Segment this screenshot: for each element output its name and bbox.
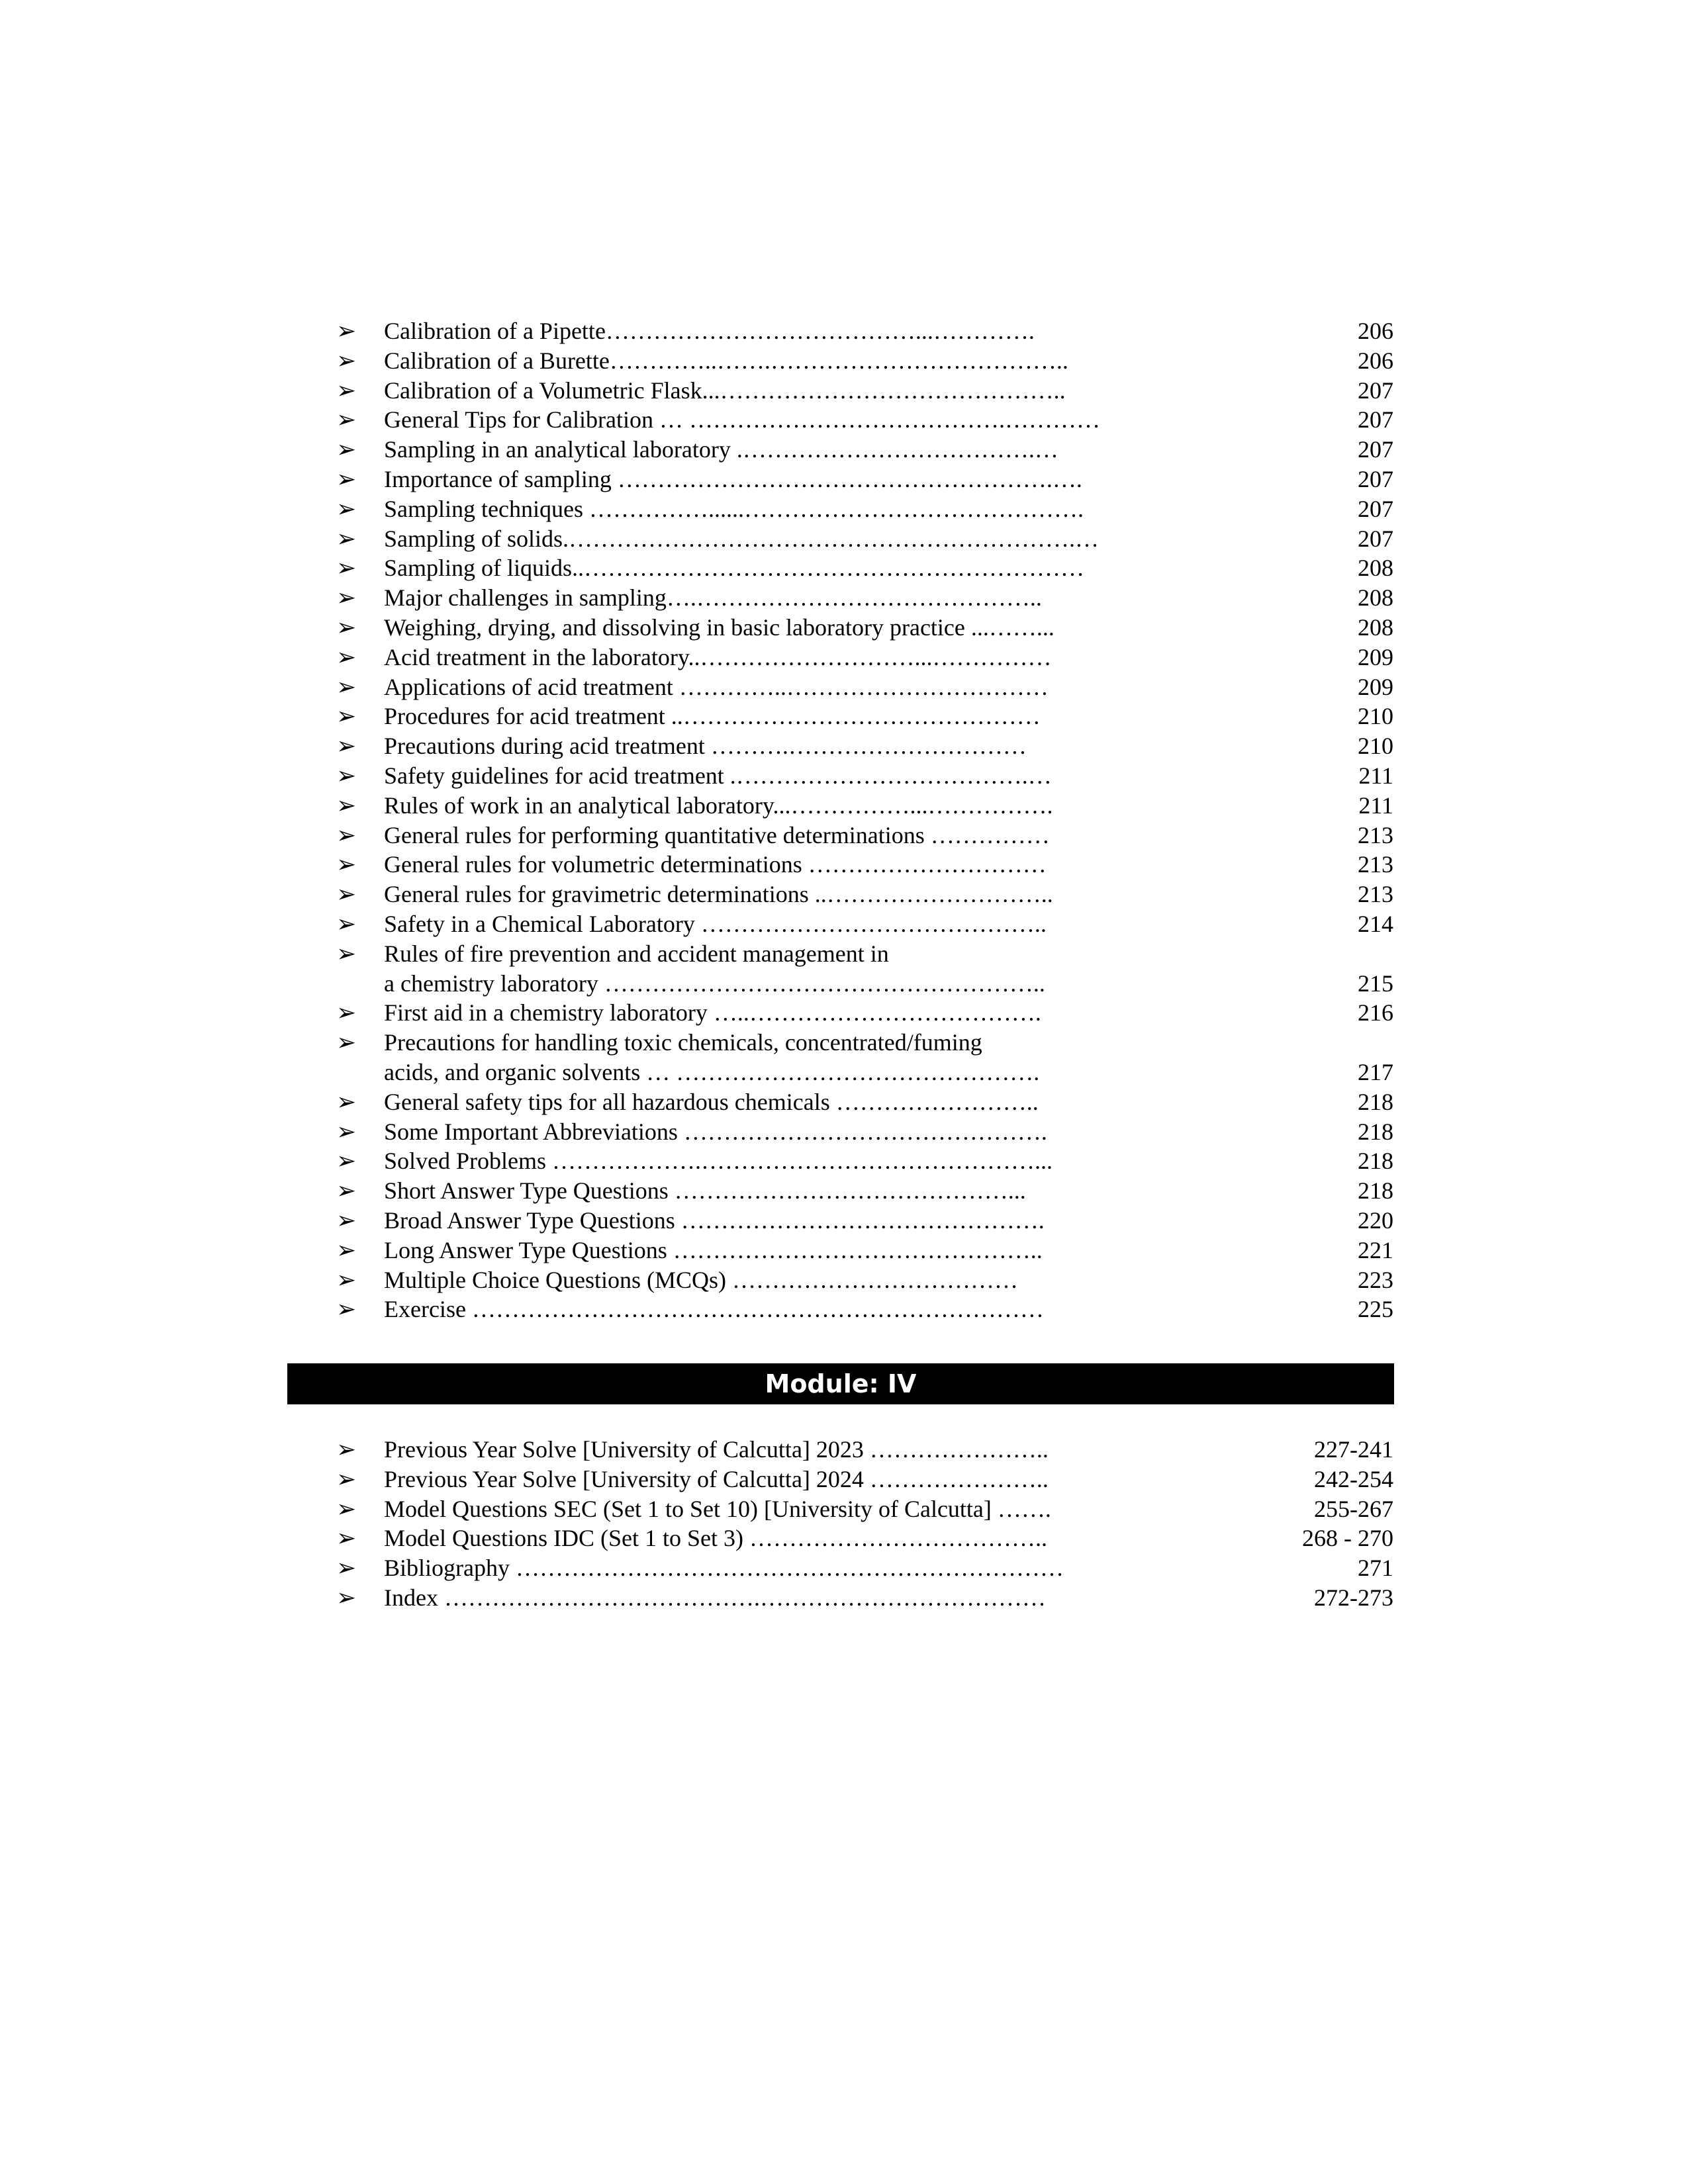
arrowhead-bullet-icon: ➢ [336,673,357,701]
toc-entry-page: 206 [1358,318,1393,344]
arrowhead-bullet-icon: ➢ [336,1436,357,1463]
toc-entry-title: Importance of sampling ……………………………………………….…. [384,466,1082,492]
toc-entry-page: 213 [1358,881,1393,908]
toc-entry-page: 209 [1358,643,1393,670]
toc-entry-page: 220 [1358,1207,1393,1234]
arrowhead-bullet-icon: ➢ [336,703,357,731]
toc-entry-title: General safety tips for all hazardous chemicals …………………….. [384,1088,1039,1115]
toc-entry-title: Procedures for acid treatment ..……………………………………… [384,703,1041,730]
arrowhead-bullet-icon: ➢ [336,851,357,879]
toc-entry-title: Some Important Abbreviations ………………………………………. [384,1118,1047,1145]
toc-entry-title: acids, and organic solvents … ………………………………………. [384,1058,1040,1085]
toc-entry-page: 211 [1358,762,1393,789]
toc-entry-title: Safety guidelines for acid treatment .……………………………….… [384,762,1052,789]
arrowhead-bullet-icon: ➢ [336,318,357,345]
arrowhead-bullet-icon: ➢ [336,1118,357,1146]
toc-entry-page: 214 [1358,911,1393,937]
toc-entry-title: Precautions for handling toxic chemicals, concentrated/fuming [384,1029,982,1056]
toc-entry-title: Major challenges in sampling….…………………………………….. [384,584,1042,612]
arrowhead-bullet-icon: ➢ [336,1177,357,1205]
toc-entry-title: Model Questions SEC (Set 1 to Set 10) [University of Calcutta] ……. [384,1495,1051,1522]
toc-entry-title: Broad Answer Type Questions ………………………………………. [384,1207,1045,1234]
toc-entry-page: 207 [1358,406,1393,433]
toc-entry-title: Multiple Choice Questions (MCQs) ……………………………… [384,1266,1018,1293]
toc-entry-title: General rules for volumetric determinations ………………………… [384,851,1047,878]
toc-entry-page: 213 [1358,821,1393,848]
arrowhead-bullet-icon: ➢ [336,1266,357,1294]
toc-entry-page: 210 [1358,733,1393,760]
toc-entry-title: Safety in a Chemical Laboratory …………………………………….. [384,911,1047,937]
arrowhead-bullet-icon: ➢ [336,940,357,968]
toc-entry-title: Exercise ……………………………………………………………… [384,1296,1044,1323]
toc-entry-page: 218 [1358,1118,1393,1145]
toc-entry-page: 207 [1358,436,1393,463]
toc-entry-page: 213 [1358,851,1393,878]
toc-entry-title: a chemistry laboratory ……………………………………………….. [384,970,1045,997]
arrowhead-bullet-icon: ➢ [336,733,357,760]
toc-entry-title: Model Questions IDC (Set 1 to Set 3) ……………………………….. [384,1525,1047,1552]
toc-entry-title: Sampling of solids.……………………………………………………….… [384,525,1100,552]
toc-entry-page: 255-267 [1314,1495,1393,1522]
arrowhead-bullet-icon: ➢ [336,999,357,1027]
toc-entry-title: Applications of acid treatment …………..…………………………… [384,673,1049,700]
arrowhead-bullet-icon: ➢ [336,1465,357,1493]
toc-entry-title: Long Answer Type Questions ……………………………………….. [384,1236,1043,1263]
arrowhead-bullet-icon: ➢ [336,881,357,909]
arrowhead-bullet-icon: ➢ [336,347,357,375]
toc-entry-title: General Tips for Calibration … ………………………………….………… [384,406,1100,433]
arrowhead-bullet-icon: ➢ [336,525,357,553]
arrowhead-bullet-icon: ➢ [336,1584,357,1612]
toc-entry-page: 206 [1358,347,1393,374]
arrowhead-bullet-icon: ➢ [336,555,357,582]
toc-entry-title: Sampling techniques ……………......……………………………………. [384,495,1084,522]
toc-entry-page: 216 [1358,999,1393,1026]
arrowhead-bullet-icon: ➢ [336,762,357,790]
toc-entry-title: Previous Year Solve [University of Calcutta] 2024 ………………….. [384,1465,1049,1492]
arrowhead-bullet-icon: ➢ [336,792,357,819]
toc-entry-page: 211 [1358,792,1393,819]
toc-entry-page: 218 [1358,1177,1393,1205]
arrowhead-bullet-icon: ➢ [336,406,357,434]
toc-entry-title: Short Answer Type Questions ……………………………………... [384,1177,1026,1205]
arrowhead-bullet-icon: ➢ [336,377,357,404]
arrowhead-bullet-icon: ➢ [336,436,357,464]
arrowhead-bullet-icon: ➢ [336,584,357,612]
toc-entry-title: Previous Year Solve [University of Calcutta] 2023 ………………….. [384,1436,1049,1463]
toc-entry-title: Index ………………………………….……………………………… [384,1584,1046,1611]
toc-entry-page: 208 [1358,584,1393,612]
toc-entry-title: Acid treatment in the laboratory..………………………...…………… [384,643,1052,670]
toc-entry-page: 272-273 [1314,1584,1393,1611]
toc-entry-title: General rules for performing quantitative determinations …………… [384,821,1050,848]
toc-entry-page: 217 [1358,1058,1393,1085]
toc-entry-page: 221 [1358,1236,1393,1263]
toc-entry-title: Rules of fire prevention and accident management in [384,940,889,967]
module-heading: Module: IV [287,1363,1394,1404]
arrowhead-bullet-icon: ➢ [336,466,357,493]
toc-entry-page: 207 [1358,525,1393,552]
toc-entry-page: 210 [1358,703,1393,730]
toc-entry-title: Bibliography …………………………………………………………… [384,1555,1064,1582]
toc-entry-title: Sampling of liquids..……………………………………………………… [384,555,1085,582]
toc-entry-page: 207 [1358,495,1393,522]
toc-entry-title: Sampling in an analytical laboratory .……………………………….… [384,436,1058,463]
arrowhead-bullet-icon: ➢ [336,1207,357,1234]
toc-entry-title: Rules of work in an analytical laboratory...……………...……………. [384,792,1053,819]
toc-entry-title: Solved Problems ……………….……………………………………... [384,1148,1053,1175]
arrowhead-bullet-icon: ➢ [336,1555,357,1582]
toc-entry-title: General rules for gravimetric determinations ..……………………….. [384,881,1053,908]
toc-entry-page: 207 [1358,377,1393,404]
arrowhead-bullet-icon: ➢ [336,1495,357,1523]
arrowhead-bullet-icon: ➢ [336,495,357,523]
toc-entry-page: 268 - 270 [1302,1525,1393,1552]
toc-entry-page: 209 [1358,673,1393,700]
toc-entry-page: 208 [1358,555,1393,582]
toc-entry-page: 242-254 [1314,1465,1393,1492]
toc-entry-page: 208 [1358,614,1393,641]
toc-entry-page: 207 [1358,466,1393,492]
toc-entry-page: 218 [1358,1088,1393,1115]
toc-entry-page: 225 [1358,1296,1393,1323]
toc-entry-title: Precautions during acid treatment ……….………………………… [384,733,1027,760]
toc-entry-title: Calibration of a Burette…………..…….……………………………….. [384,347,1068,374]
arrowhead-bullet-icon: ➢ [336,911,357,938]
toc-entry-page: 218 [1358,1148,1393,1175]
arrowhead-bullet-icon: ➢ [336,1029,357,1057]
arrowhead-bullet-icon: ➢ [336,1236,357,1264]
arrowhead-bullet-icon: ➢ [336,614,357,641]
toc-entry-title: First aid in a chemistry laboratory …..………………………………. [384,999,1041,1026]
toc-entry-title: Calibration of a Volumetric Flask...…………………………………….. [384,377,1066,404]
arrowhead-bullet-icon: ➢ [336,643,357,671]
arrowhead-bullet-icon: ➢ [336,821,357,849]
arrowhead-bullet-icon: ➢ [336,1296,357,1324]
toc-entry-page: 215 [1358,970,1393,997]
toc-entry-title: Calibration of a Pipette…………………………………...…………. [384,318,1035,344]
toc-entry-page: 227-241 [1314,1436,1393,1463]
arrowhead-bullet-icon: ➢ [336,1525,357,1553]
arrowhead-bullet-icon: ➢ [336,1148,357,1175]
arrowhead-bullet-icon: ➢ [336,1088,357,1116]
toc-entry-page: 223 [1358,1266,1393,1293]
toc-entry-title: Weighing, drying, and dissolving in basic laboratory practice ...……... [384,614,1055,641]
toc-entry-page: 271 [1358,1555,1393,1582]
